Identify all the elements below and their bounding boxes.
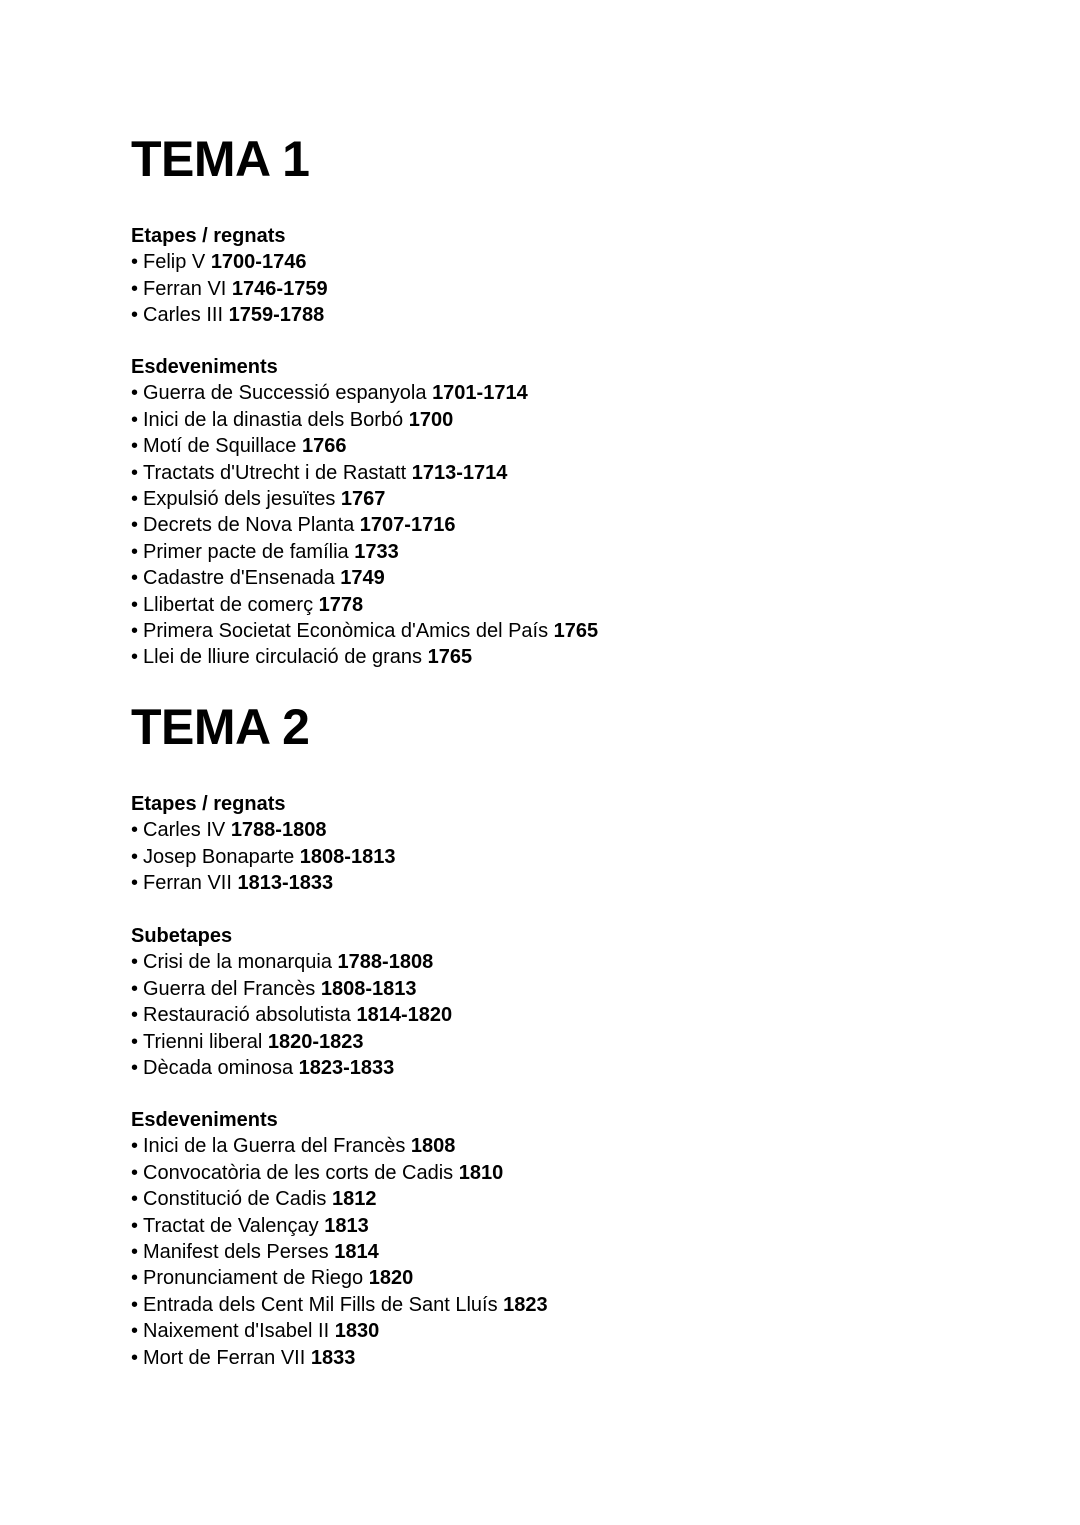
item-label: Tractat de Valençay bbox=[143, 1214, 319, 1237]
list-item bbox=[131, 592, 1031, 618]
subetapes-list bbox=[131, 949, 1031, 1081]
item-label: Primer pacte de família bbox=[143, 540, 349, 563]
etapes-list bbox=[131, 249, 1031, 328]
bullet-icon: • bbox=[131, 251, 139, 274]
item-label: Manifest dels Perses bbox=[143, 1240, 329, 1263]
bullet-icon: • bbox=[131, 1267, 139, 1290]
list-item bbox=[131, 1186, 1031, 1212]
esdeveniments-list bbox=[131, 1133, 1031, 1371]
item-year: 1808 bbox=[410, 1135, 456, 1158]
section-heading-etapes: Etapes / regnats bbox=[131, 225, 286, 247]
item-label: Carles III bbox=[143, 304, 224, 327]
list-item bbox=[131, 1055, 1031, 1081]
list-item bbox=[131, 618, 1031, 644]
tema-2-esdeveniments-section bbox=[131, 1107, 1031, 1371]
item-year: 1733 bbox=[354, 540, 399, 563]
item-label: Decrets de Nova Planta bbox=[143, 514, 355, 537]
item-year: 1810 bbox=[458, 1161, 504, 1184]
list-item bbox=[131, 512, 1031, 538]
bullet-icon: • bbox=[131, 819, 139, 842]
bullet-icon: • bbox=[131, 646, 139, 669]
bullet-icon: • bbox=[131, 872, 139, 895]
list-item bbox=[131, 539, 1031, 565]
bullet-icon: • bbox=[131, 277, 139, 300]
item-year: 1833 bbox=[310, 1346, 356, 1369]
item-label: Cadastre d'Ensenada bbox=[143, 567, 335, 590]
section-heading-esdeveniments: Esdeveniments bbox=[131, 356, 278, 378]
bullet-icon: • bbox=[131, 514, 139, 537]
list-item bbox=[131, 1213, 1031, 1239]
item-year: 1814 bbox=[334, 1240, 379, 1263]
item-year: 1808-1813 bbox=[320, 977, 417, 1000]
list-item bbox=[131, 1239, 1031, 1265]
item-year: 1713-1714 bbox=[411, 461, 508, 484]
item-year: 1813 bbox=[324, 1214, 369, 1237]
bullet-icon: • bbox=[131, 1056, 139, 1079]
item-label: Constitució de Cadis bbox=[143, 1188, 327, 1211]
item-year: 1823 bbox=[503, 1293, 548, 1316]
item-label: Inici de la Guerra del Francès bbox=[143, 1135, 406, 1158]
item-year: 1814-1820 bbox=[356, 1004, 453, 1027]
item-year: 1749 bbox=[340, 567, 385, 590]
item-label: Carles IV bbox=[143, 819, 226, 842]
list-item bbox=[131, 949, 1031, 975]
item-label: Motí de Squillace bbox=[143, 435, 297, 458]
item-year: 1830 bbox=[334, 1320, 380, 1343]
item-label: Llibertat de comerç bbox=[143, 593, 314, 616]
list-item bbox=[131, 1292, 1031, 1318]
tema-1-title: TEMA 1 bbox=[131, 131, 310, 187]
item-label: Convocatòria de les corts de Cadis bbox=[143, 1161, 454, 1184]
bullet-icon: • bbox=[131, 1293, 139, 1316]
list-item bbox=[131, 817, 1031, 843]
item-label: Tractats d'Utrecht i de Rastatt bbox=[143, 461, 407, 484]
bullet-icon: • bbox=[131, 304, 139, 327]
item-label: Guerra del Francès bbox=[143, 977, 316, 1000]
tema-2-subetapes-section bbox=[131, 923, 1031, 1081]
item-year: 1788-1808 bbox=[337, 951, 434, 974]
list-item bbox=[131, 302, 1031, 328]
bullet-icon: • bbox=[131, 1004, 139, 1027]
list-item bbox=[131, 460, 1031, 486]
list-item bbox=[131, 1318, 1031, 1344]
item-year: 1700 bbox=[408, 408, 454, 431]
section-heading-esdeveniments: Esdeveniments bbox=[131, 1109, 278, 1131]
item-year: 1765 bbox=[553, 619, 599, 642]
item-year: 1788-1808 bbox=[230, 819, 327, 842]
list-item bbox=[131, 1345, 1031, 1371]
item-label: Primera Societat Econòmica d'Amics del País bbox=[143, 619, 549, 642]
tema-1-etapes-section bbox=[131, 223, 1031, 329]
item-year: 1808-1813 bbox=[299, 845, 396, 868]
item-year: 1767 bbox=[340, 487, 386, 510]
bullet-icon: • bbox=[131, 951, 139, 974]
bullet-icon: • bbox=[131, 540, 139, 563]
item-label: Llei de lliure circulació de grans bbox=[143, 646, 423, 669]
item-year: 1707-1716 bbox=[359, 514, 456, 537]
bullet-icon: • bbox=[131, 1188, 139, 1211]
list-item bbox=[131, 565, 1031, 591]
item-year: 1812 bbox=[332, 1188, 377, 1211]
section-heading-etapes: Etapes / regnats bbox=[131, 793, 286, 815]
bullet-icon: • bbox=[131, 1320, 139, 1343]
item-label: Ferran VII bbox=[143, 872, 232, 895]
bullet-icon: • bbox=[131, 1030, 139, 1053]
item-label: Trienni liberal bbox=[143, 1030, 263, 1053]
bullet-icon: • bbox=[131, 619, 139, 642]
list-item bbox=[131, 1029, 1031, 1055]
bullet-icon: • bbox=[131, 567, 139, 590]
etapes-list bbox=[131, 817, 1031, 896]
bullet-icon: • bbox=[131, 1240, 139, 1263]
bullet-icon: • bbox=[131, 382, 139, 405]
item-label: Restauració absolutista bbox=[143, 1004, 351, 1027]
item-year: 1746-1759 bbox=[231, 277, 328, 300]
item-label: Josep Bonaparte bbox=[143, 845, 295, 868]
list-item bbox=[131, 644, 1031, 670]
list-item bbox=[131, 1133, 1031, 1159]
list-item bbox=[131, 249, 1031, 275]
item-label: Ferran VI bbox=[143, 277, 227, 300]
item-label: Mort de Ferran VII bbox=[143, 1346, 306, 1369]
bullet-icon: • bbox=[131, 408, 139, 431]
list-item bbox=[131, 486, 1031, 512]
bullet-icon: • bbox=[131, 845, 139, 868]
list-item bbox=[131, 276, 1031, 302]
tema-2-etapes-section bbox=[131, 791, 1031, 897]
list-item bbox=[131, 433, 1031, 459]
list-item bbox=[131, 407, 1031, 433]
list-item bbox=[131, 380, 1031, 406]
item-year: 1766 bbox=[301, 435, 347, 458]
section-heading-subetapes: Subetapes bbox=[131, 925, 233, 947]
item-label: Guerra de Successió espanyola bbox=[143, 382, 427, 405]
item-label: Dècada ominosa bbox=[143, 1056, 294, 1079]
list-item bbox=[131, 1002, 1031, 1028]
item-label: Crisi de la monarquia bbox=[143, 951, 332, 974]
bullet-icon: • bbox=[131, 593, 139, 616]
list-item bbox=[131, 844, 1031, 870]
list-item bbox=[131, 1265, 1031, 1291]
item-year: 1813-1833 bbox=[237, 872, 334, 895]
tema-1-esdeveniments-section bbox=[131, 354, 1031, 671]
item-label: Felip V bbox=[143, 251, 206, 274]
bullet-icon: • bbox=[131, 977, 139, 1000]
bullet-icon: • bbox=[131, 435, 139, 458]
bullet-icon: • bbox=[131, 461, 139, 484]
item-year: 1820 bbox=[368, 1267, 414, 1290]
bullet-icon: • bbox=[131, 1214, 139, 1237]
item-label: Inici de la dinastia dels Borbó bbox=[143, 408, 404, 431]
bullet-icon: • bbox=[131, 1161, 139, 1184]
item-year: 1765 bbox=[427, 646, 473, 669]
bullet-icon: • bbox=[131, 487, 139, 510]
item-year: 1700-1746 bbox=[210, 251, 307, 274]
bullet-icon: • bbox=[131, 1346, 139, 1369]
list-item bbox=[131, 1160, 1031, 1186]
tema-2-title: TEMA 2 bbox=[131, 699, 310, 755]
item-year: 1820-1823 bbox=[267, 1030, 364, 1053]
list-item bbox=[131, 870, 1031, 896]
item-year: 1778 bbox=[318, 593, 364, 616]
bullet-icon: • bbox=[131, 1135, 139, 1158]
esdeveniments-list bbox=[131, 380, 1031, 670]
item-year: 1823-1833 bbox=[298, 1056, 395, 1079]
list-item bbox=[131, 976, 1031, 1002]
item-label: Naixement d'Isabel II bbox=[143, 1320, 330, 1343]
item-year: 1701-1714 bbox=[432, 382, 528, 405]
item-label: Pronunciament de Riego bbox=[143, 1267, 364, 1290]
item-label: Entrada dels Cent Mil Fills de Sant Lluís bbox=[143, 1293, 498, 1316]
item-year: 1759-1788 bbox=[228, 304, 325, 327]
item-label: Expulsió dels jesuïtes bbox=[143, 487, 336, 510]
